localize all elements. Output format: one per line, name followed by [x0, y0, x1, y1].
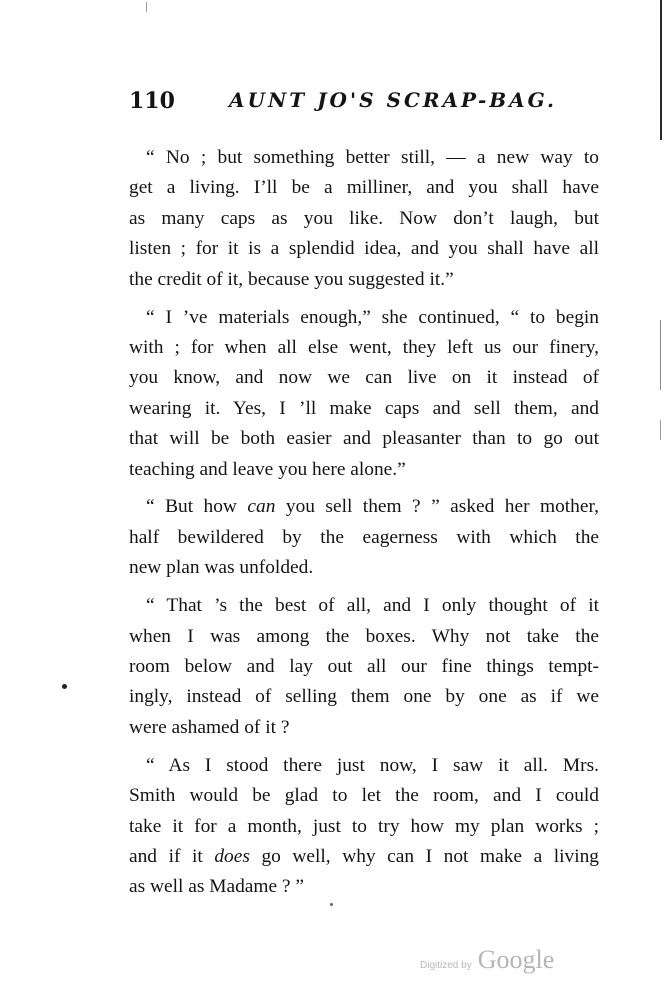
- page-edge-line: [660, 0, 662, 140]
- text-line: with ; for when all else went, they left us our finery,: [129, 336, 599, 358]
- running-title: AUNT JO'S SCRAP-BAG.: [229, 88, 557, 112]
- scan-mark: [146, 2, 147, 12]
- scan-speck: [330, 903, 333, 906]
- paragraph: [129, 143, 599, 295]
- page-header: [129, 88, 599, 120]
- text-line: take it for a month, just to try how my plan works ;: [129, 815, 599, 837]
- text-line: new plan was unfolded.: [129, 557, 314, 579]
- text-line: half bewildered by the eagerness with which the: [129, 526, 599, 548]
- text-line: teaching and leave you here alone.”: [129, 458, 406, 480]
- text-line: Smith would be glad to let the room, and I could: [129, 785, 599, 807]
- text-line: “ I ’ve materials enough,” she continued, “ to begin: [146, 306, 599, 328]
- digitized-watermark: [420, 945, 554, 979]
- page-edge-line: [660, 420, 661, 440]
- text-line: ingly, instead of selling them one by one as if we: [129, 686, 599, 708]
- text-line: “ That ’s the best of all, and I only thought of it: [146, 595, 599, 617]
- paragraph: [129, 751, 599, 903]
- paragraph: [129, 303, 599, 485]
- text-line: when I was among the boxes. Why not take the: [129, 625, 599, 647]
- margin-mark: [62, 684, 67, 689]
- text-line: listen ; for it is a splendid idea, and you shall have all: [129, 238, 599, 260]
- page-edge-line: [660, 320, 661, 390]
- text-line: wearing it. Yes, I ’ll make caps and sell them, and: [129, 397, 599, 419]
- text-line: “ As I stood there just now, I saw it all. Mrs.: [146, 754, 599, 776]
- text-line: you know, and now we can live on it instead of: [129, 367, 599, 389]
- text-line: room below and lay out all our fine things tempt-: [129, 656, 599, 677]
- text-line: and if it does go well, why can I not make a living: [129, 845, 599, 867]
- text-line: “ But how can you sell them ? ” asked her mother,: [146, 496, 599, 518]
- text-line: get a living. I’ll be a milliner, and you shall have: [129, 177, 599, 199]
- page-number: 110: [129, 88, 175, 114]
- text-line: that will be both easier and pleasanter than to go out: [129, 428, 599, 450]
- watermark-prefix: Digitized by: [420, 960, 472, 971]
- paragraph: [129, 492, 599, 583]
- text-line: were ashamed of it ?: [129, 716, 290, 738]
- text-line: the credit of it, because you suggested it.”: [129, 268, 454, 290]
- text-line: as well as Madame ? ”: [129, 876, 304, 898]
- body-text: [129, 143, 599, 910]
- text-line: “ No ; but something better still, — a new way to: [146, 147, 599, 168]
- google-logo: Google: [477, 945, 555, 974]
- text-line: as many caps as you like. Now don’t laugh, but: [129, 207, 599, 229]
- paragraph: [129, 591, 599, 743]
